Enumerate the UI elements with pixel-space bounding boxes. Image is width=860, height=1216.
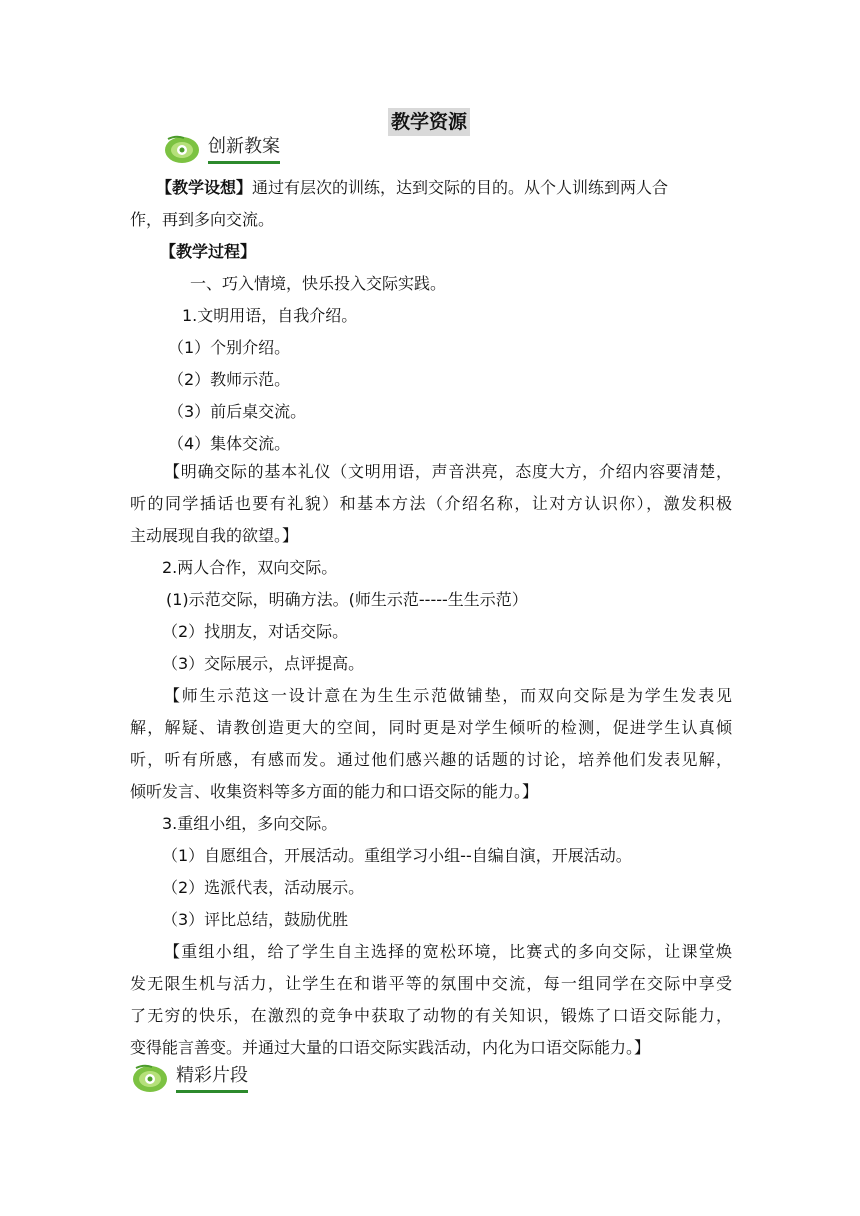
design-paragraph-line bbox=[156, 178, 668, 198]
design-heading: 【教学设想】 bbox=[156, 178, 253, 197]
page-title: 教学资源 bbox=[388, 108, 470, 136]
text-line: （2）找朋友，对话交际。 bbox=[162, 622, 349, 641]
process-heading: 【教学过程】 bbox=[160, 242, 257, 261]
text-line: 听，听有所感，有感而发。通过他们感兴趣的话题的讨论，培养他们发表见解， bbox=[130, 750, 732, 769]
design-text: 通过有层次的训练，达到交际的目的。从个人训练到两人合 bbox=[252, 178, 669, 197]
text-line: 2.两人合作，双向交际。 bbox=[162, 558, 338, 577]
text-line: 了无穷的快乐，在激烈的竞争中获取了动物的有关知识，锻炼了口语交际能力， bbox=[130, 1006, 732, 1025]
text-line: （4）集体交流。 bbox=[168, 434, 291, 453]
text-line: 【师生示范这一设计意在为生生示范做铺垫，而双向交际是为学生发表见 bbox=[164, 686, 732, 705]
text-line: （1）个别介绍。 bbox=[168, 338, 291, 357]
text-line: 【明确交际的基本礼仪（文明用语，声音洪亮，态度大方，介绍内容要清楚， bbox=[164, 462, 732, 481]
text-line: （3）评比总结，鼓励优胜 bbox=[162, 910, 349, 929]
green-leaf-icon bbox=[130, 1062, 170, 1094]
text-line: 作，再到多向交流。 bbox=[130, 210, 275, 229]
section-heading-highlights bbox=[130, 1062, 248, 1094]
green-leaf-icon bbox=[162, 133, 202, 165]
text-line: （2）选派代表，活动展示。 bbox=[162, 878, 365, 897]
text-line: （3）交际展示，点评提高。 bbox=[162, 654, 365, 673]
text-line: （2）教师示范。 bbox=[168, 370, 291, 389]
text-line: （1）自愿组合，开展活动。重组学习小组--自编自演，开展活动。 bbox=[162, 846, 632, 865]
text-line: 【重组小组，给了学生自主选择的宽松环境，比赛式的多向交际，让课堂焕 bbox=[164, 942, 732, 961]
text-line: 解，解疑、请教创造更大的空间，同时更是对学生倾听的检测，促进学生认真倾 bbox=[130, 718, 732, 737]
text-line: 听的同学插话也要有礼貌）和基本方法（介绍名称，让对方认识你），激发积极 bbox=[130, 494, 732, 513]
text-line: 变得能言善变。并通过大量的口语交际实践活动，内化为口语交际能力。】 bbox=[130, 1038, 651, 1057]
text-line: 倾听发言、收集资料等多方面的能力和口语交际的能力。】 bbox=[130, 782, 539, 801]
text-line: 发无限生机与活力，让学生在和谐平等的氛围中交流，每一组同学在交际中享受 bbox=[130, 974, 732, 993]
text-line: (1)示范交际，明确方法。(师生示范-----生生示范） bbox=[166, 590, 528, 609]
text-line: 1.文明用语，自我介绍。 bbox=[182, 306, 358, 325]
text-line: 3.重组小组，多向交际。 bbox=[162, 814, 338, 833]
text-line: 一、巧入情境，快乐投入交际实践。 bbox=[190, 274, 447, 293]
section-label: 精彩片段 bbox=[176, 1063, 248, 1093]
text-line: （3）前后桌交流。 bbox=[168, 402, 307, 421]
section-heading-innovative-plan bbox=[162, 133, 280, 165]
section-label: 创新教案 bbox=[208, 134, 280, 164]
text-line: 主动展现自我的欲望。】 bbox=[130, 526, 299, 545]
